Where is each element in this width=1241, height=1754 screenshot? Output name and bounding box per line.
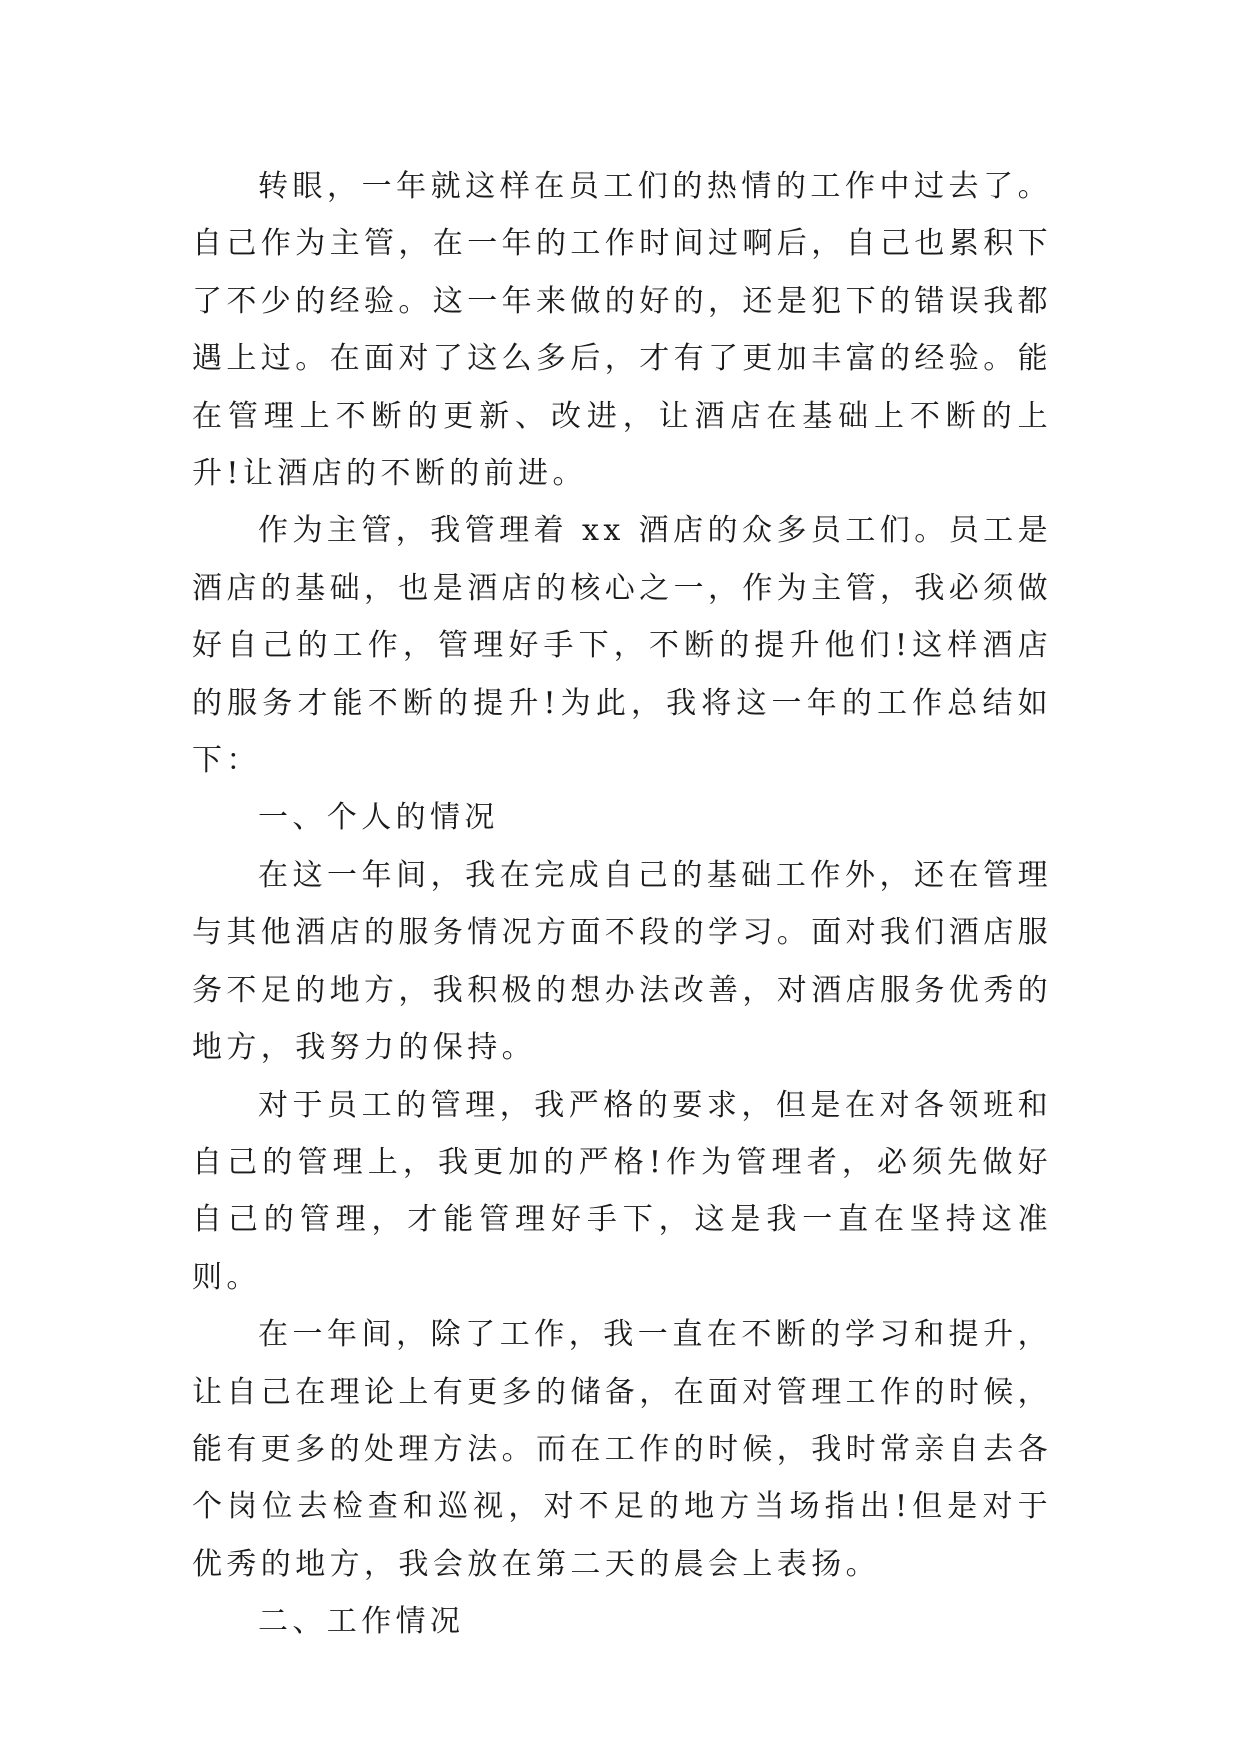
paragraph-staff-management: 对于员工的管理，我严格的要求，但是在对各领班和自己的管理上，我更加的严格!作为管理者，必须先做好自己的管理，才能管理好手下，这是我一直在坚持这准则。 xyxy=(192,1087,1052,1295)
section-heading-personal: 一、个人的情况 xyxy=(258,800,499,836)
paragraph-learning: 在这一年间，我在完成自己的基础工作外，还在管理与其他酒店的服务情况方面不段的学习。面对我们酒店服务不足的地方，我积极的想办法改善，对酒店服务优秀的地方，我努力的保持。 xyxy=(192,857,1052,1066)
section-heading-work: 二、工作情况 xyxy=(258,1604,465,1640)
paragraph-role: 作为主管，我管理着 xx 酒店的众多员工们。员工是酒店的基础，也是酒店的核心之一，作为主管，我必须做好自己的工作，管理好手下，不断的提升他们!这样酒店的服务才能不断的提升!为此，我将这一年的工作总结如下： xyxy=(192,513,1052,779)
document-body xyxy=(192,158,1052,1651)
paragraph-intro: 转眼，一年就这样在员工们的热情的工作中过去了。自己作为主管，在一年的工作时间过啊后，自己也累积下了不少的经验。这一年来做的好的，还是犯下的错误我都遇上过。在面对了这么多后，才有了更加丰富的经验。能在管理上不断的更新、改进，让酒店在基础上不断的上升!让酒店的不断的前进。 xyxy=(192,169,1052,492)
paragraph-self-improvement: 在一年间，除了工作，我一直在不断的学习和提升，让自己在理论上有更多的储备，在面对管理工作的时候，能有更多的处理方法。而在工作的时候，我时常亲自去各个岗位去检查和巡视，对不足的地方当场指出!但是对于优秀的地方，我会放在第二天的晨会上表扬。 xyxy=(192,1317,1052,1582)
